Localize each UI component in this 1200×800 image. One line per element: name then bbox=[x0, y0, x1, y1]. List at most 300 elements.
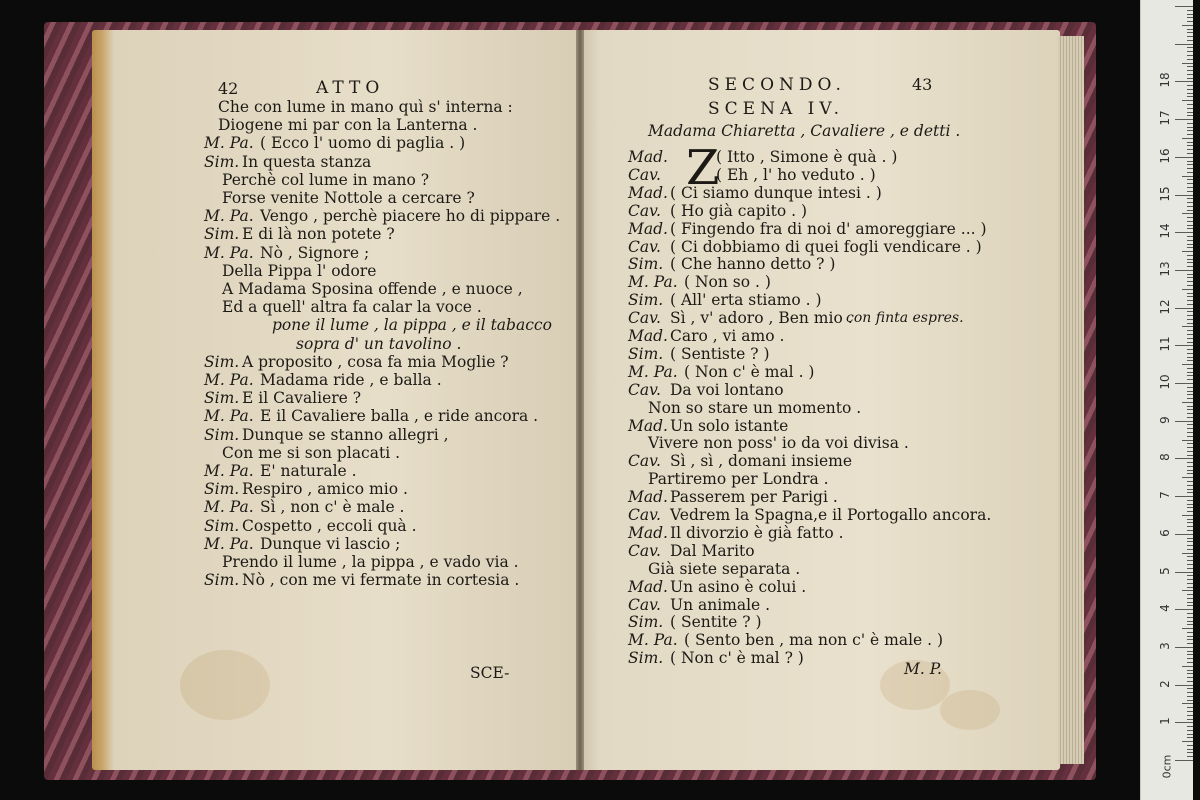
ruler-tick bbox=[1175, 421, 1193, 422]
scene-characters: Madama Chiaretta , Cavaliere , e detti . bbox=[648, 122, 961, 140]
dialogue-line: Prendo il lume , la pippa , e vado via . bbox=[222, 553, 519, 571]
ruler-tick bbox=[1187, 526, 1193, 527]
speaker-label: Sim. bbox=[628, 344, 664, 363]
ruler-tick bbox=[1182, 364, 1193, 365]
ruler-tick bbox=[1187, 78, 1193, 79]
ruler-tick bbox=[1187, 677, 1193, 678]
ruler-tick bbox=[1187, 240, 1193, 241]
ruler-tick bbox=[1187, 164, 1193, 165]
ruler-tick bbox=[1187, 605, 1193, 606]
ruler-tick bbox=[1187, 545, 1193, 546]
ruler-tick bbox=[1187, 432, 1193, 433]
ruler-tick bbox=[1187, 504, 1193, 505]
dialogue-line: Passerem per Parigi . bbox=[670, 488, 838, 507]
ruler-tick bbox=[1187, 85, 1193, 86]
ruler-tick bbox=[1187, 10, 1193, 11]
ruler-tick bbox=[1187, 715, 1193, 716]
dialogue-line: Un asino è colui . bbox=[670, 577, 807, 596]
dialogue-line: Che con lume in mano quì s' interna : bbox=[218, 98, 513, 116]
ruler-tick bbox=[1187, 255, 1193, 256]
left-running-head: ATTO bbox=[316, 78, 385, 98]
dialogue-line: Il divorzio è già fatto . bbox=[670, 523, 844, 542]
ruler-tick bbox=[1187, 481, 1193, 482]
dialogue-line: Perchè col lume in mano ? bbox=[222, 170, 430, 189]
ruler-number: 2 bbox=[1158, 679, 1172, 688]
right-running-head: SECONDO. bbox=[708, 75, 846, 95]
dialogue-line: Madama ride , e balla . bbox=[260, 371, 442, 389]
ruler-tick bbox=[1187, 104, 1193, 105]
dialogue-line: Un solo istante bbox=[670, 416, 789, 435]
dialogue-line: ( Sento ben , ma non c' è male . ) bbox=[684, 631, 944, 650]
dialogue-line: Un animale . bbox=[670, 595, 771, 614]
ruler-tick bbox=[1187, 700, 1193, 701]
ruler-tick bbox=[1187, 74, 1193, 75]
ruler-tick bbox=[1187, 127, 1193, 128]
ruler-tick bbox=[1187, 696, 1193, 697]
page-edges bbox=[1058, 36, 1084, 764]
ruler-tick bbox=[1187, 334, 1193, 335]
ruler-tick bbox=[1187, 353, 1193, 354]
ruler-number: 9 bbox=[1158, 415, 1172, 424]
ruler-tick bbox=[1187, 688, 1193, 689]
ruler-tick bbox=[1182, 402, 1193, 403]
right-catchword: M. P. bbox=[904, 660, 942, 678]
speaker-label: M. Pa. bbox=[204, 207, 254, 226]
dialogue-line: Vengo , perchè piacere ho di pippare . bbox=[260, 207, 561, 226]
ruler-tick bbox=[1187, 342, 1193, 343]
ruler-tick bbox=[1187, 530, 1193, 531]
dialogue-line: Partiremo per Londra . bbox=[648, 470, 829, 489]
dialogue-line: Dunque se stanno allegri , bbox=[242, 425, 449, 444]
ruler-tick bbox=[1187, 244, 1193, 245]
ruler-tick bbox=[1187, 315, 1193, 316]
ruler-tick bbox=[1187, 643, 1193, 644]
ruler-tick bbox=[1187, 262, 1193, 263]
ruler-tick bbox=[1187, 266, 1193, 267]
ruler-tick bbox=[1187, 602, 1193, 603]
ruler-tick bbox=[1187, 168, 1193, 169]
ruler-tick bbox=[1187, 145, 1193, 146]
speaker-label: Sim. bbox=[204, 425, 240, 444]
dialogue-line: ( Fingendo fra di noi d' amoreggiare ... ) bbox=[670, 219, 987, 238]
dialogue-line: Della Pippa l' odore bbox=[222, 261, 377, 280]
dialogue-line: Già siete separata . bbox=[648, 559, 801, 578]
ruler-tick bbox=[1187, 134, 1193, 135]
dialogue-line: Cospetto , eccoli quà . bbox=[242, 516, 417, 535]
ruler-tick bbox=[1187, 752, 1193, 753]
ruler-tick bbox=[1182, 440, 1193, 441]
ruler-tick bbox=[1187, 210, 1193, 211]
ruler-tick bbox=[1187, 70, 1193, 71]
right-folio: 43 bbox=[912, 75, 933, 94]
dialogue-line: Nò , Signore ; bbox=[260, 243, 370, 262]
ruler-tick bbox=[1187, 330, 1193, 331]
ruler-tick bbox=[1182, 326, 1193, 327]
ruler-tick bbox=[1187, 14, 1193, 15]
ruler-tick bbox=[1187, 228, 1193, 229]
ruler-tick bbox=[1187, 89, 1193, 90]
ruler-tick bbox=[1187, 304, 1193, 305]
ruler-tick bbox=[1187, 662, 1193, 663]
ruler-number: 18 bbox=[1158, 72, 1172, 89]
ruler-tick bbox=[1187, 579, 1193, 580]
dialogue-line: ( Ho già capito . ) bbox=[670, 201, 807, 220]
ruler-tick bbox=[1187, 285, 1193, 286]
ruler-number: 17 bbox=[1158, 110, 1172, 126]
aside-direction: con finta espres. bbox=[846, 310, 964, 327]
dialogue-line: ( Non c' è mal ? ) bbox=[670, 649, 804, 668]
ruler-tick bbox=[1182, 703, 1193, 704]
ruler-tick bbox=[1187, 311, 1193, 312]
speaker-label: Sim. bbox=[628, 255, 664, 274]
ruler-tick bbox=[1175, 6, 1193, 7]
ruler-tick bbox=[1187, 296, 1193, 297]
ruler-tick bbox=[1175, 685, 1193, 686]
ruler-tick bbox=[1187, 719, 1193, 720]
ruler-tick bbox=[1182, 628, 1193, 629]
ruler-tick bbox=[1187, 368, 1193, 369]
ruler-tick bbox=[1182, 666, 1193, 667]
ruler-tick bbox=[1187, 293, 1193, 294]
ruler-tick bbox=[1175, 44, 1193, 45]
ruler-tick bbox=[1187, 349, 1193, 350]
ruler-tick bbox=[1187, 375, 1193, 376]
ruler-tick bbox=[1187, 511, 1193, 512]
ruler-tick bbox=[1175, 195, 1193, 196]
speaker-label: Sim. bbox=[628, 291, 664, 310]
ruler-tick bbox=[1187, 556, 1193, 557]
ruler-number: 11 bbox=[1158, 336, 1172, 352]
dialogue-line: Nò , con me vi fermate in cortesia . bbox=[242, 571, 520, 590]
speaker-label: Cav. bbox=[628, 165, 661, 184]
ruler-tick bbox=[1175, 270, 1193, 271]
ruler-tick bbox=[1187, 654, 1193, 655]
ruler-tick bbox=[1182, 138, 1193, 139]
speaker-label: Sim. bbox=[204, 480, 240, 499]
dialogue-line: Sì , v' adoro , Ben mio . bbox=[670, 309, 853, 328]
ruler-number: 7 bbox=[1158, 491, 1172, 499]
ruler-tick bbox=[1187, 522, 1193, 523]
ruler-tick bbox=[1187, 568, 1193, 569]
ruler-tick bbox=[1187, 621, 1193, 622]
ruler-number: 4 bbox=[1158, 604, 1172, 613]
ruler-tick bbox=[1187, 462, 1193, 463]
ruler-number: 15 bbox=[1158, 185, 1172, 202]
ruler-tick bbox=[1187, 247, 1193, 248]
ruler-tick bbox=[1175, 572, 1193, 573]
ruler-tick bbox=[1187, 379, 1193, 380]
ruler-tick bbox=[1187, 670, 1193, 671]
ruler-tick bbox=[1187, 323, 1193, 324]
speaker-label: Sim. bbox=[628, 649, 664, 668]
ruler-tick bbox=[1187, 730, 1193, 731]
speaker-label: Mad. bbox=[628, 219, 668, 238]
ruler-tick bbox=[1187, 236, 1193, 237]
dialogue-line: Caro , vi amo . bbox=[670, 327, 785, 345]
dialogue-line: E il Cavaliere balla , e ride ancora . bbox=[260, 407, 539, 426]
speaker-label: Mad. bbox=[628, 148, 668, 166]
ruler-tick bbox=[1187, 587, 1193, 588]
ruler-number: 12 bbox=[1158, 298, 1172, 315]
speaker-label: Sim. bbox=[204, 225, 240, 244]
ruler-tick bbox=[1182, 289, 1193, 290]
ruler-tick bbox=[1187, 338, 1193, 339]
ruler-tick bbox=[1187, 428, 1193, 429]
dialogue-line: E' naturale . bbox=[260, 462, 357, 480]
ruler-tick bbox=[1187, 737, 1193, 738]
ruler-tick bbox=[1187, 187, 1193, 188]
ruler-tick bbox=[1187, 300, 1193, 301]
speaker-label: Sim. bbox=[204, 389, 240, 408]
ruler-tick bbox=[1187, 466, 1193, 467]
ruler-tick bbox=[1187, 59, 1193, 60]
ruler-tick bbox=[1187, 681, 1193, 682]
ruler-tick bbox=[1187, 153, 1193, 154]
ruler-tick bbox=[1187, 413, 1193, 414]
ruler-tick bbox=[1182, 213, 1193, 214]
speaker-label: M. Pa. bbox=[204, 534, 254, 553]
speaker-label: M. Pa. bbox=[628, 362, 678, 381]
ruler-tick bbox=[1187, 470, 1193, 471]
foxing-stain bbox=[940, 690, 1000, 730]
ruler-tick bbox=[1187, 549, 1193, 550]
ruler-tick bbox=[1187, 142, 1193, 143]
ruler-tick bbox=[1187, 183, 1193, 184]
ruler-tick bbox=[1187, 55, 1193, 56]
speaker-label: Mad. bbox=[628, 416, 668, 435]
ruler-tick bbox=[1187, 443, 1193, 444]
ruler-tick bbox=[1175, 458, 1193, 459]
left-catchword: SCE- bbox=[470, 664, 510, 682]
ruler-tick bbox=[1187, 198, 1193, 199]
speaker-label: Cav. bbox=[628, 595, 661, 614]
ruler-unit: 0cm bbox=[1160, 754, 1174, 779]
speaker-label: Sim. bbox=[204, 152, 240, 171]
dialogue-line: ( Che hanno detto ? ) bbox=[670, 255, 836, 274]
ruler-tick bbox=[1175, 760, 1193, 761]
ruler-number: 13 bbox=[1158, 261, 1172, 277]
drop-initial: Z bbox=[686, 140, 720, 196]
dialogue-line: E il Cavaliere ? bbox=[242, 389, 362, 408]
ruler-tick bbox=[1187, 451, 1193, 452]
dialogue-line: ( Eh , l' ho veduto . ) bbox=[716, 165, 876, 184]
speaker-label: M. Pa. bbox=[204, 462, 254, 480]
ruler-tick bbox=[1182, 477, 1193, 478]
speaker-label: Sim. bbox=[204, 516, 240, 535]
ruler-tick bbox=[1187, 398, 1193, 399]
speaker-label: Cav. bbox=[628, 380, 661, 399]
dialogue-line: ( Non so . ) bbox=[684, 273, 771, 292]
dialogue-line: Da voi lontano bbox=[670, 380, 784, 399]
speaker-label: Mad. bbox=[628, 327, 668, 345]
ruler-tick bbox=[1187, 711, 1193, 712]
dialogue-line: Dal Marito bbox=[670, 541, 755, 560]
ruler-tick bbox=[1182, 515, 1193, 516]
dialogue-line: E di là non potete ? bbox=[242, 225, 395, 244]
ruler-number: 3 bbox=[1158, 642, 1172, 650]
ruler-tick bbox=[1187, 538, 1193, 539]
speaker-label: M. Pa. bbox=[204, 498, 254, 517]
ruler-number: 10 bbox=[1158, 374, 1172, 390]
speaker-label: M. Pa. bbox=[628, 273, 678, 292]
ruler-tick bbox=[1187, 40, 1193, 41]
speaker-label: Cav. bbox=[628, 506, 661, 524]
ruler-tick bbox=[1182, 251, 1193, 252]
ruler-number: 5 bbox=[1158, 566, 1172, 575]
ruler-tick bbox=[1182, 590, 1193, 591]
stage-direction: sopra d' un tavolino . bbox=[296, 334, 462, 353]
ruler-tick bbox=[1187, 756, 1193, 757]
ruler-tick bbox=[1187, 93, 1193, 94]
ruler-tick bbox=[1187, 658, 1193, 659]
ruler-tick bbox=[1187, 217, 1193, 218]
ruler-tick bbox=[1182, 100, 1193, 101]
ruler-tick bbox=[1175, 232, 1193, 233]
ruler-tick bbox=[1187, 394, 1193, 395]
speaker-label: Mad. bbox=[628, 183, 668, 202]
dialogue-line: ( Itto , Simone è quà . ) bbox=[716, 148, 898, 166]
ruler-tick bbox=[1187, 161, 1193, 162]
ruler-tick bbox=[1187, 734, 1193, 735]
ruler-tick bbox=[1187, 632, 1193, 633]
ruler-tick bbox=[1182, 63, 1193, 64]
ruler-tick bbox=[1187, 598, 1193, 599]
ruler-tick bbox=[1175, 157, 1193, 158]
ruler-number: 1 bbox=[1158, 717, 1172, 726]
ruler-tick bbox=[1187, 225, 1193, 226]
speaker-label: Mad. bbox=[628, 577, 668, 596]
speaker-label: Mad. bbox=[628, 488, 668, 507]
ruler-tick bbox=[1187, 594, 1193, 595]
ruler-tick bbox=[1187, 274, 1193, 275]
dialogue-line: Con me si son placati . bbox=[222, 443, 401, 462]
ruler-tick bbox=[1187, 29, 1193, 30]
ruler-tick bbox=[1187, 96, 1193, 97]
ruler-tick bbox=[1187, 447, 1193, 448]
stage-direction: pone il lume , la pippa , e il tabacco bbox=[272, 316, 552, 335]
ruler-tick bbox=[1187, 406, 1193, 407]
ruler-tick bbox=[1187, 613, 1193, 614]
ruler-tick bbox=[1187, 726, 1193, 727]
dialogue-line: Respiro , amico mio . bbox=[242, 480, 408, 499]
ruler-tick bbox=[1187, 32, 1193, 33]
ruler-tick bbox=[1187, 191, 1193, 192]
ruler-tick bbox=[1187, 47, 1193, 48]
ruler-tick bbox=[1182, 741, 1193, 742]
speaker-label: Cav. bbox=[628, 541, 661, 560]
dialogue-line: Non so stare un momento . bbox=[648, 398, 862, 417]
ruler-tick bbox=[1187, 281, 1193, 282]
ruler-tick bbox=[1187, 391, 1193, 392]
speaker-label: M. Pa. bbox=[204, 243, 254, 262]
ruler-tick bbox=[1187, 372, 1193, 373]
ruler-tick bbox=[1175, 496, 1193, 497]
measuring-ruler bbox=[1140, 0, 1193, 800]
ruler-number: 14 bbox=[1158, 223, 1172, 239]
ruler-tick bbox=[1187, 583, 1193, 584]
ruler-tick bbox=[1175, 534, 1193, 535]
ruler-tick bbox=[1187, 473, 1193, 474]
book-gutter bbox=[576, 30, 584, 770]
left-folio: 42 bbox=[218, 79, 239, 98]
ruler-tick bbox=[1182, 176, 1193, 177]
dialogue-line: ( Ecco l' uomo di paglia . ) bbox=[260, 134, 466, 153]
ruler-tick bbox=[1187, 202, 1193, 203]
ruler-tick bbox=[1187, 221, 1193, 222]
speaker-label: M. Pa. bbox=[204, 371, 254, 389]
ruler-number: 6 bbox=[1158, 528, 1172, 537]
ruler-tick bbox=[1175, 609, 1193, 610]
ruler-tick bbox=[1187, 21, 1193, 22]
speaker-label: Cav. bbox=[628, 309, 661, 328]
speaker-label: Cav. bbox=[628, 201, 661, 220]
ruler-tick bbox=[1175, 81, 1193, 82]
ruler-tick bbox=[1187, 617, 1193, 618]
ruler-tick bbox=[1187, 636, 1193, 637]
speaker-label: Sim. bbox=[628, 613, 664, 632]
dialogue-line: Diogene mi par con la Lanterna . bbox=[218, 116, 478, 135]
ruler-tick bbox=[1187, 172, 1193, 173]
ruler-tick bbox=[1187, 436, 1193, 437]
ruler-tick bbox=[1187, 519, 1193, 520]
ruler-tick bbox=[1187, 112, 1193, 113]
speaker-label: M. Pa. bbox=[204, 134, 254, 153]
ruler-tick bbox=[1187, 673, 1193, 674]
dialogue-line: ( Ci siamo dunque intesi . ) bbox=[670, 183, 882, 202]
ruler-tick bbox=[1182, 553, 1193, 554]
dialogue-line: ( Ci dobbiamo di quei fogli vendicare . ) bbox=[670, 237, 982, 256]
ruler-tick bbox=[1187, 17, 1193, 18]
ruler-tick bbox=[1187, 357, 1193, 358]
ruler-tick bbox=[1187, 575, 1193, 576]
ruler-tick bbox=[1187, 455, 1193, 456]
dialogue-line: A proposito , cosa fa mia Moglie ? bbox=[242, 352, 509, 371]
dialogue-line: Sì , non c' è male . bbox=[260, 498, 405, 517]
ruler-tick bbox=[1187, 485, 1193, 486]
ruler-tick bbox=[1187, 639, 1193, 640]
speaker-label: M. Pa. bbox=[628, 631, 678, 650]
ruler-tick bbox=[1187, 541, 1193, 542]
ruler-tick bbox=[1175, 308, 1193, 309]
dialogue-line: ( Non c' è mal . ) bbox=[684, 362, 815, 381]
ruler-tick bbox=[1187, 624, 1193, 625]
ruler-tick bbox=[1187, 360, 1193, 361]
ruler-tick bbox=[1187, 179, 1193, 180]
ruler-tick bbox=[1187, 707, 1193, 708]
ruler-tick bbox=[1187, 560, 1193, 561]
ruler-tick bbox=[1175, 383, 1193, 384]
ruler-tick bbox=[1187, 489, 1193, 490]
ruler-tick bbox=[1187, 749, 1193, 750]
ruler-tick bbox=[1187, 692, 1193, 693]
foxing-stain bbox=[180, 650, 270, 720]
ruler-tick bbox=[1182, 25, 1193, 26]
speaker-label: Sim. bbox=[204, 571, 240, 590]
ruler-tick bbox=[1187, 115, 1193, 116]
dialogue-line: ( All' erta stiamo . ) bbox=[670, 291, 822, 310]
ruler-tick bbox=[1187, 149, 1193, 150]
dialogue-line: In questa stanza bbox=[242, 152, 372, 171]
dialogue-line: ( Sentiste ? ) bbox=[670, 344, 770, 363]
speaker-label: Cav. bbox=[628, 237, 661, 256]
ruler-tick bbox=[1187, 745, 1193, 746]
scene-title: SCENA IV. bbox=[708, 99, 845, 119]
ruler-tick bbox=[1187, 36, 1193, 37]
ruler-tick bbox=[1187, 507, 1193, 508]
dialogue-line: Sì , sì , domani insieme bbox=[670, 452, 853, 471]
ruler-tick bbox=[1187, 277, 1193, 278]
dialogue-line: A Madama Sposina offende , e nuoce , bbox=[222, 280, 523, 298]
